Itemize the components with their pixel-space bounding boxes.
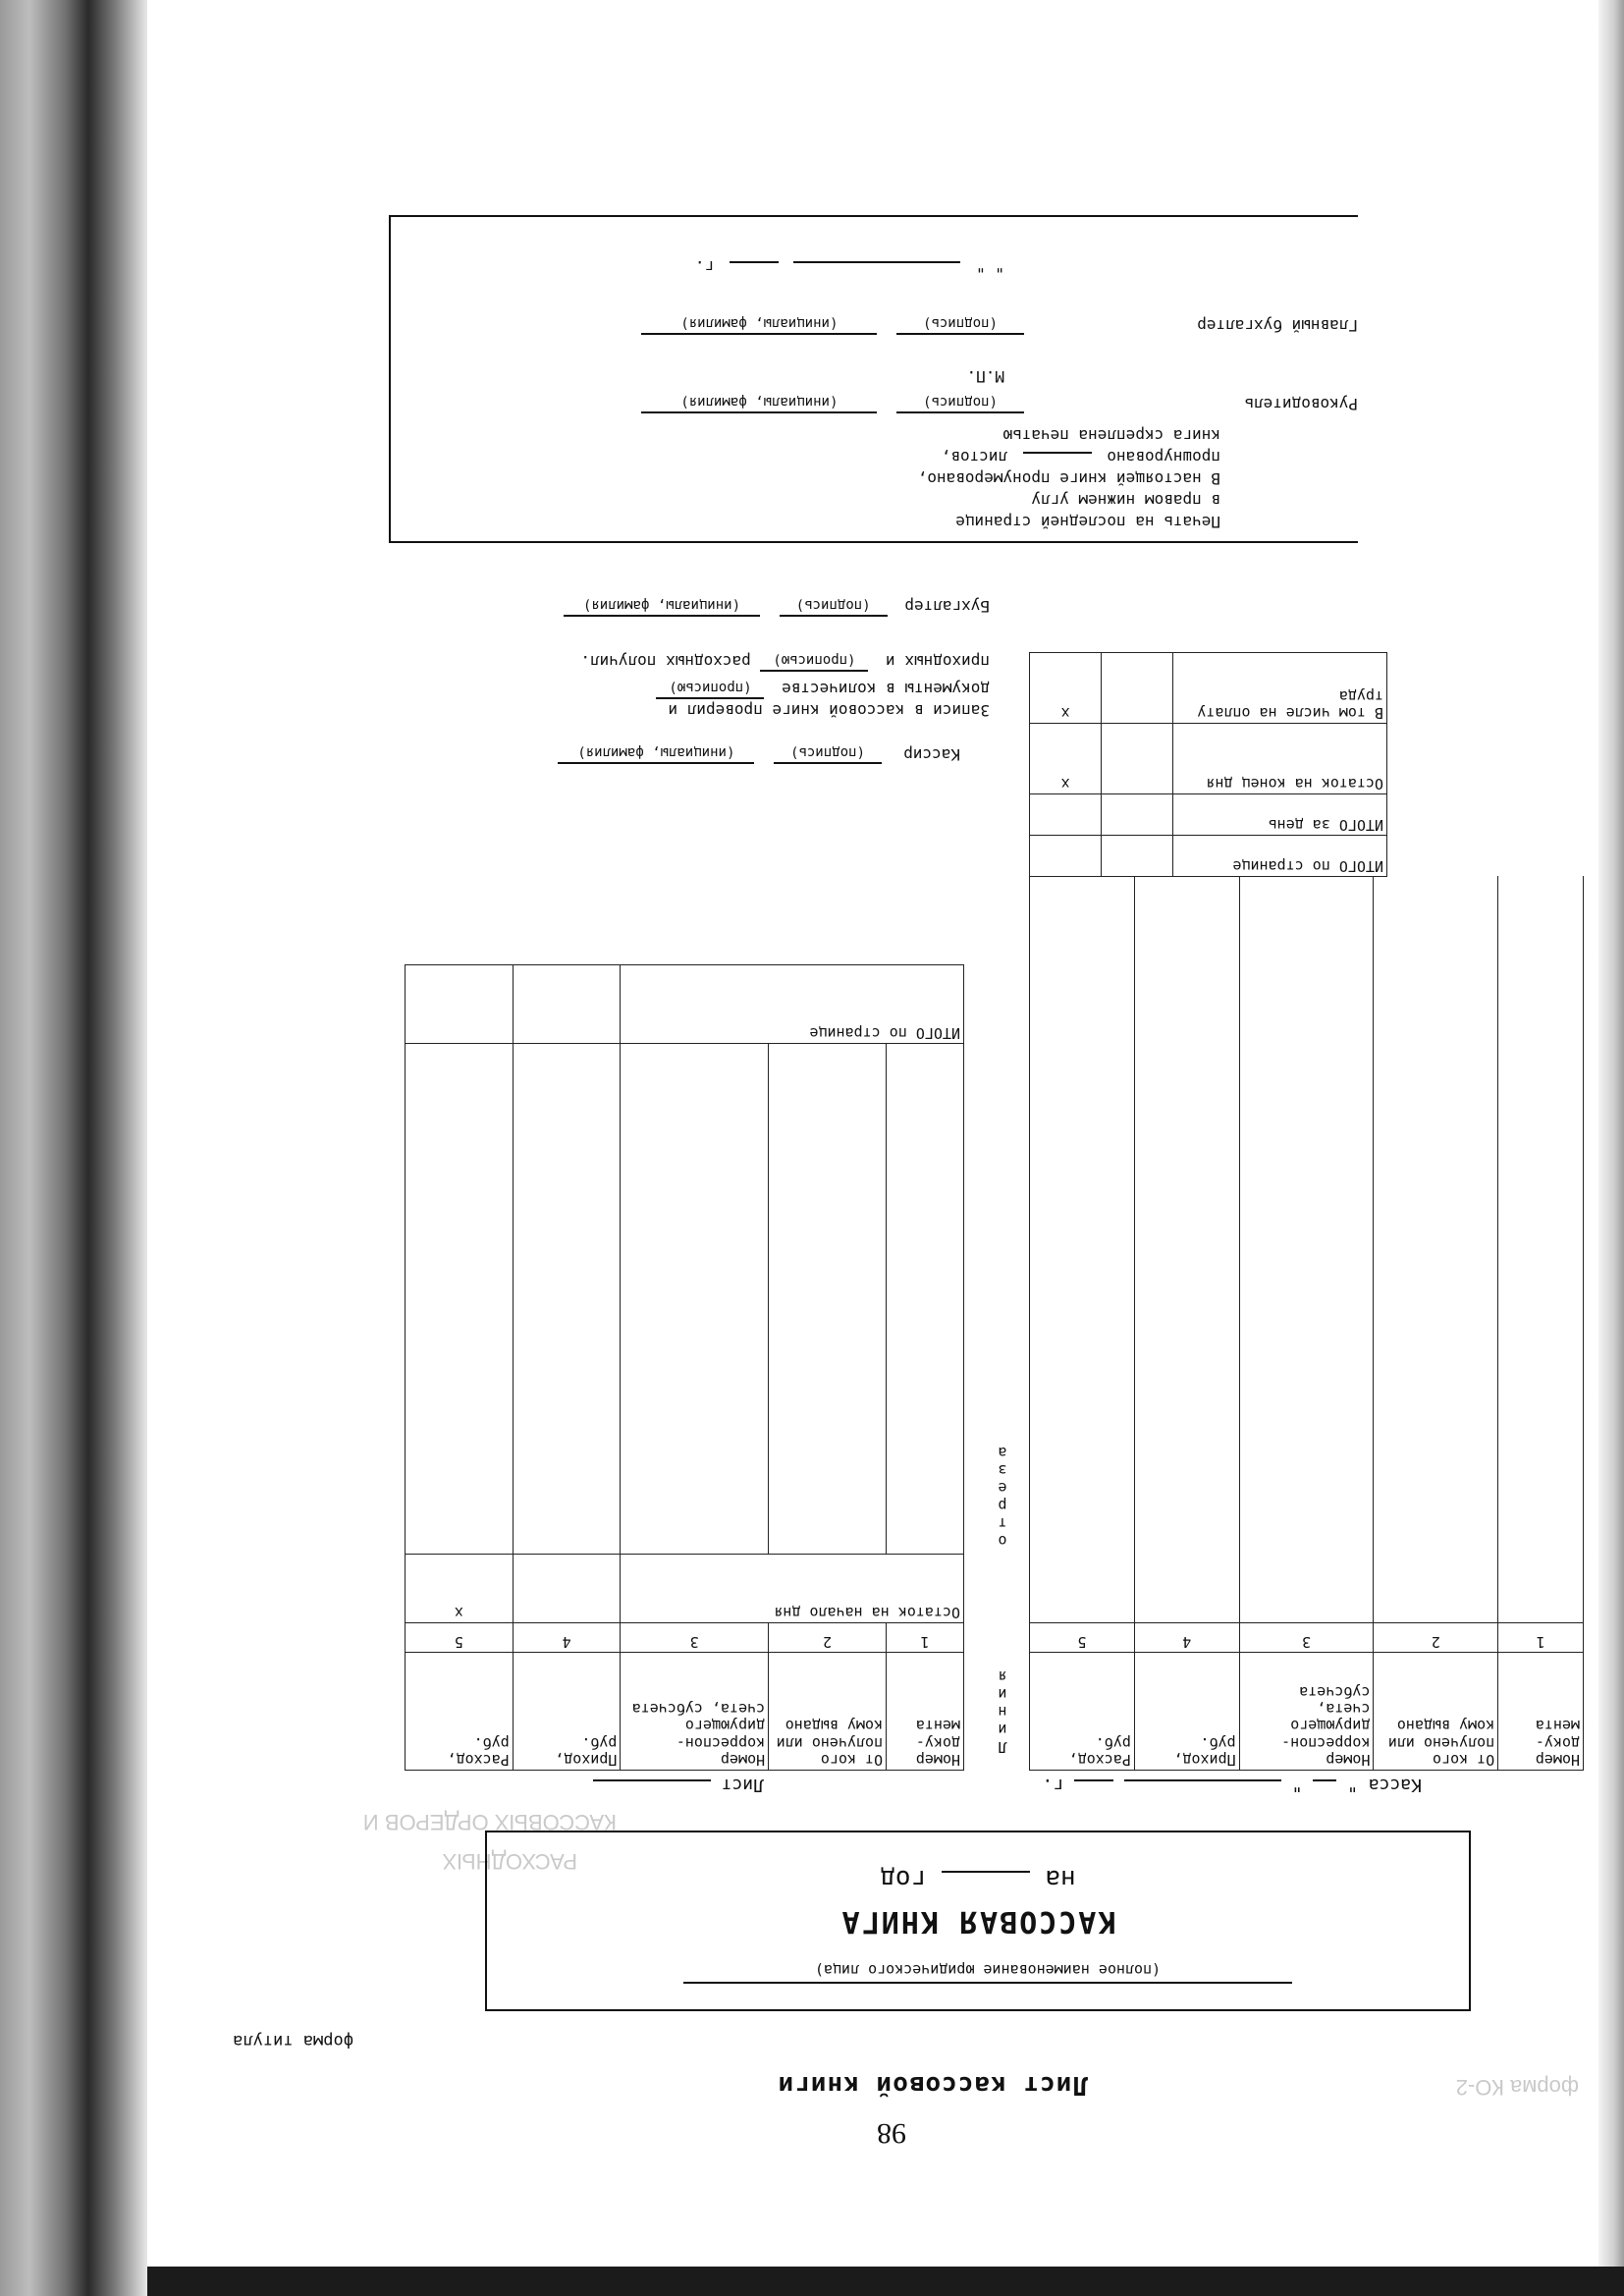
incl-wages: В том числе на оплату труда xyxy=(1173,653,1387,724)
empty-cell xyxy=(406,1044,514,1555)
empty-cell xyxy=(1498,877,1584,1623)
ghost-form-code: форма КО-2 xyxy=(1455,2075,1579,2100)
ledger-table-right xyxy=(405,964,964,1771)
chief-sign-wrap xyxy=(641,313,1024,335)
stamp-year-blank xyxy=(730,261,779,263)
chief-name-caption: (инициалы, фамилия) xyxy=(641,314,877,335)
cashier-label: Кассир xyxy=(903,745,960,764)
director-sign-wrap xyxy=(641,392,1024,413)
total-page: ИТОГО по странице xyxy=(1173,836,1387,877)
year-prefix: на xyxy=(1045,1864,1076,1893)
stamp-line4: прошнуровано xyxy=(1107,448,1220,466)
col-income: Приход, руб. xyxy=(513,1653,621,1771)
col-num-1: 1 xyxy=(1498,1623,1584,1653)
records-check-line3: приходных и xyxy=(886,652,990,672)
book-title: КАССОВАЯ КНИГА xyxy=(839,1904,1116,1939)
empty-cell xyxy=(1030,836,1102,877)
year-suffix: год xyxy=(880,1864,927,1893)
empty-cell xyxy=(1134,877,1239,1623)
director-sign-caption: (подпись) xyxy=(896,393,1024,413)
stamp-line3: В настоящей книге пронумеровано, xyxy=(917,469,1220,488)
col-num-4: 4 xyxy=(513,1623,621,1653)
records-check-line2: документы в количестве xyxy=(782,680,990,699)
empty-cell xyxy=(621,1044,769,1555)
stamp-line1: Печать на последней странице xyxy=(955,513,1220,531)
x-mark: x xyxy=(406,1555,514,1623)
empty-cell xyxy=(513,1044,621,1555)
kassa-label: Касса " xyxy=(1347,1775,1422,1795)
empty-cell xyxy=(1030,794,1102,836)
stamp-box xyxy=(389,215,1358,543)
scanned-sheet xyxy=(147,0,1598,2267)
records-words-caption: (прописью) xyxy=(656,679,764,699)
form-note: форма титула xyxy=(233,2031,353,2050)
col-num-3: 3 xyxy=(1239,1623,1374,1653)
ledger-table-left xyxy=(1029,877,1584,1772)
cashier-name-caption: (инициалы, фамилия) xyxy=(558,743,754,764)
accountant-sign-caption: (подпись) xyxy=(780,596,888,617)
records-words-caption-2: (прописью) xyxy=(760,651,868,672)
stamp-date-line xyxy=(695,255,1004,276)
sheet-label: Лист xyxy=(721,1775,764,1795)
closing-balance: Остаток на конец дня xyxy=(1173,724,1387,794)
totals-table xyxy=(1029,652,1387,877)
col-num-5: 5 xyxy=(406,1623,514,1653)
stamp-line4-wrap xyxy=(942,446,1220,466)
year-blank-short xyxy=(1074,1779,1113,1781)
stamp-line2: в правом нижнем углу xyxy=(1031,491,1220,510)
col-expense: Расход, руб. xyxy=(406,1653,514,1771)
cashier-signature-block xyxy=(558,742,882,764)
title-box xyxy=(485,1831,1471,2011)
col-num-2: 2 xyxy=(1374,1623,1498,1653)
sheets-blank xyxy=(1023,452,1092,454)
records-check-block xyxy=(518,651,990,720)
sheet-line xyxy=(593,1775,764,1795)
stamp-date-year: г. xyxy=(694,257,715,276)
page-edge-right xyxy=(1598,0,1624,2296)
x-mark: x xyxy=(1030,653,1102,724)
opening-balance: Остаток на начало дня xyxy=(621,1555,964,1623)
year-blank xyxy=(942,1871,1030,1873)
col-num-2: 2 xyxy=(769,1623,887,1653)
stamp-month-blank xyxy=(793,261,960,263)
page-heading: Лист кассовой книги xyxy=(777,2070,1088,2100)
empty-cell xyxy=(1102,653,1173,724)
accountant-block xyxy=(564,595,990,617)
col-doc-number: Номер доку- мента xyxy=(1498,1653,1584,1771)
right-page-total: ИТОГО по странице xyxy=(621,965,964,1044)
records-check-line1: Записи в кассовой книге проверил и xyxy=(668,701,990,720)
empty-cell xyxy=(1239,877,1374,1623)
chief-accountant-label: Главный бухгалтер xyxy=(1197,316,1358,335)
total-day: ИТОГО за день xyxy=(1173,794,1387,836)
page-edge-bottom xyxy=(147,2267,1624,2296)
director-label: Руководитель xyxy=(1244,395,1358,413)
kassa-date-line xyxy=(1042,1775,1422,1795)
accountant-label: Бухгалтер xyxy=(904,597,990,616)
col-num-3: 3 xyxy=(621,1623,769,1653)
ghost-cash-orders: КАССОВЫХ ОРДЕРОВ И xyxy=(362,1810,617,1834)
stamp-mp: М.П. xyxy=(966,367,1004,386)
col-num-4: 4 xyxy=(1134,1623,1239,1653)
cashier-sign-caption: (подпись) xyxy=(774,743,882,764)
full-name-caption: (полное наименование юридического лица) xyxy=(683,1961,1292,1984)
cut-line-label-bottom: о т р е з а xyxy=(998,1444,1007,1550)
quote-close: " xyxy=(1291,1775,1303,1795)
col-from-whom: От кого получено или кому выдано xyxy=(1374,1653,1498,1771)
x-mark: x xyxy=(1030,724,1102,794)
empty-cell xyxy=(1102,836,1173,877)
empty-cell xyxy=(887,1044,964,1555)
year-line xyxy=(487,1864,1469,1893)
empty-cell xyxy=(513,965,621,1044)
empty-cell xyxy=(406,965,514,1044)
empty-cell xyxy=(769,1044,887,1555)
empty-cell xyxy=(1374,877,1498,1623)
col-num-5: 5 xyxy=(1030,1623,1135,1653)
col-from-whom: От кого получено или кому выдано xyxy=(769,1653,887,1771)
col-corr-account: Номер корреспон- дирующего счета, субсчета xyxy=(621,1653,769,1771)
cashier-block xyxy=(903,743,960,764)
upside-down-page xyxy=(147,0,1598,2267)
year-mark: г. xyxy=(1042,1775,1064,1795)
col-expense: Расход, руб. xyxy=(1030,1653,1135,1771)
chief-sign-caption: (подпись) xyxy=(896,314,1024,335)
page-number: 98 xyxy=(877,2117,906,2150)
empty-cell xyxy=(513,1555,621,1623)
month-blank xyxy=(1124,1779,1281,1781)
col-doc-number: Номер доку- мента xyxy=(887,1653,964,1771)
stamp-line4b: листов, xyxy=(941,448,1008,466)
day-blank xyxy=(1313,1779,1336,1781)
stamp-line5: книга скреплена печатью xyxy=(1002,426,1220,445)
book-spine xyxy=(0,0,147,2296)
stamp-date-quote: " " xyxy=(976,257,1004,276)
col-corr-account: Номер корреспон- дирующего счета, субсчета xyxy=(1239,1653,1374,1771)
director-name-caption: (инициалы, фамилия) xyxy=(641,393,877,413)
sheet-blank xyxy=(593,1779,711,1781)
accountant-name-caption: (инициалы, фамилия) xyxy=(564,596,760,617)
records-check-line4: расходных получил. xyxy=(580,652,751,672)
col-income: Приход, руб. xyxy=(1134,1653,1239,1771)
empty-cell xyxy=(1102,794,1173,836)
col-num-1: 1 xyxy=(887,1623,964,1653)
empty-cell xyxy=(1030,877,1135,1623)
ghost-expense: РАСХОДНЫХ xyxy=(442,1849,577,1874)
cut-line-label-top: Л и н и я xyxy=(998,1667,1007,1756)
empty-cell xyxy=(1102,724,1173,794)
